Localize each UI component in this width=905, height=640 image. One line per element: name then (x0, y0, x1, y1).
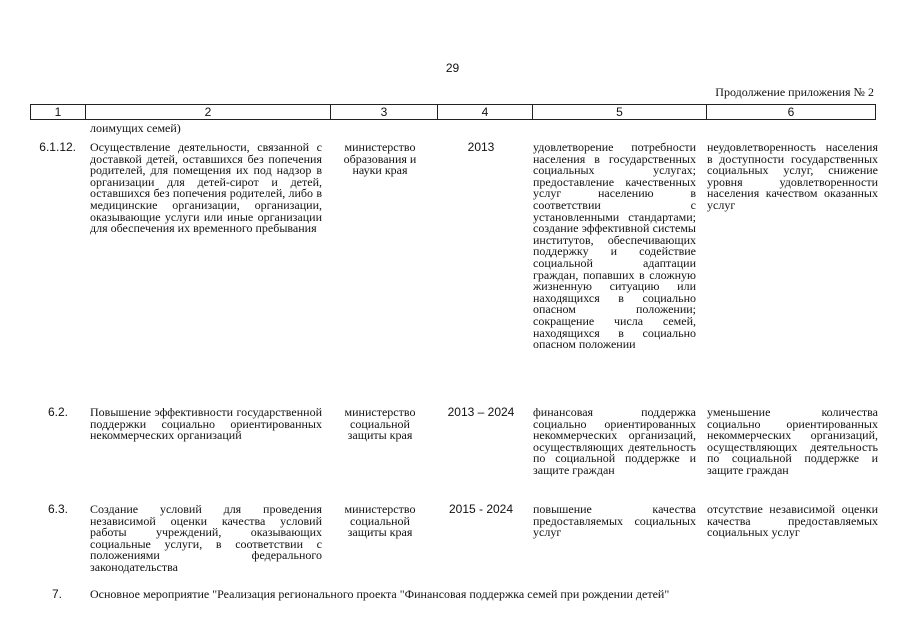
row-consequence: уменьшение количества социально ориентированных некоммерческих организаций, осуществляющих деятельность по социальной поддержке и защите граждан (707, 405, 878, 477)
carryover-text: лоимущих семей) (90, 121, 181, 135)
row-description: Создание условий для проведения независимой оценки качества условий работы учреждений, оказывающих социальные услуги, в соответствии с положениями федерального законодательства (90, 502, 322, 574)
column-header-2: 2 (86, 105, 331, 120)
row-result: финансовая поддержка социально ориентированных некоммерческих организаций, осуществляющих деятельность по социальной поддержке и защите граждан (533, 405, 696, 477)
row-number: 6.3. (47, 502, 68, 516)
row-executor: министерство социальной защиты края (344, 502, 416, 540)
column-header-1: 1 (31, 105, 86, 120)
column-header-3: 3 (331, 105, 438, 120)
row-description: Повышение эффективности государственной поддержки социально ориентированных некоммерческих организаций (90, 405, 322, 443)
row-description: Основное мероприятие "Реализация регионального проекта "Финансовая поддержка семей при рождении детей" (90, 587, 670, 601)
column-header-6: 6 (707, 105, 876, 120)
column-header-5: 5 (533, 105, 707, 120)
continuation-label: Продолжение приложения № 2 (715, 85, 874, 99)
row-executor: министерство социальной защиты края (344, 405, 416, 443)
page-number: 29 (445, 61, 460, 75)
column-header-4: 4 (438, 105, 533, 120)
row-period: 2013 – 2024 (447, 405, 515, 419)
row-consequence: отсутствие независимой оценки качества предоставляемых социальных услуг (707, 502, 878, 540)
row-result: повышение качества предоставляемых социальных услуг (533, 502, 696, 540)
row-number: 6.2. (47, 405, 68, 419)
row-period: 2013 (467, 140, 495, 154)
row-period: 2015 - 2024 (448, 502, 514, 516)
row-number: 7. (51, 587, 62, 601)
row-number: 6.1.12. (39, 140, 76, 154)
row-description: Осуществление деятельности, связанной с доставкой детей, оставшихся без попечения родителей, для помещения их под надзор в организации для детей-сирот и детей, оставшихся без попечения родителей, либо в медицинские организации, организации, оказывающие услуги или иные организации для обеспечения их временного пребывания (90, 140, 322, 236)
column-header-row (30, 104, 876, 120)
row-result: удовлетворение потребности населения в государственных социальных услугах; предоставление качественных услуг населению в соответствии с установленными стандартами; создание эффективной системы институтов, обеспечивающих поддержку и содействие социальной адаптации граждан, попавших в сложную жизненную ситуацию или находящихся в социально опасном положении; сокращение числа семей, находящихся в социально опасном положении (533, 140, 696, 352)
row-consequence: неудовлетворенность населения в доступности государственных социальных услуг, снижение уровня удовлетворенности населения качеством оказанных услуг (707, 140, 878, 212)
row-executor: министерство образования и науки края (343, 140, 417, 178)
